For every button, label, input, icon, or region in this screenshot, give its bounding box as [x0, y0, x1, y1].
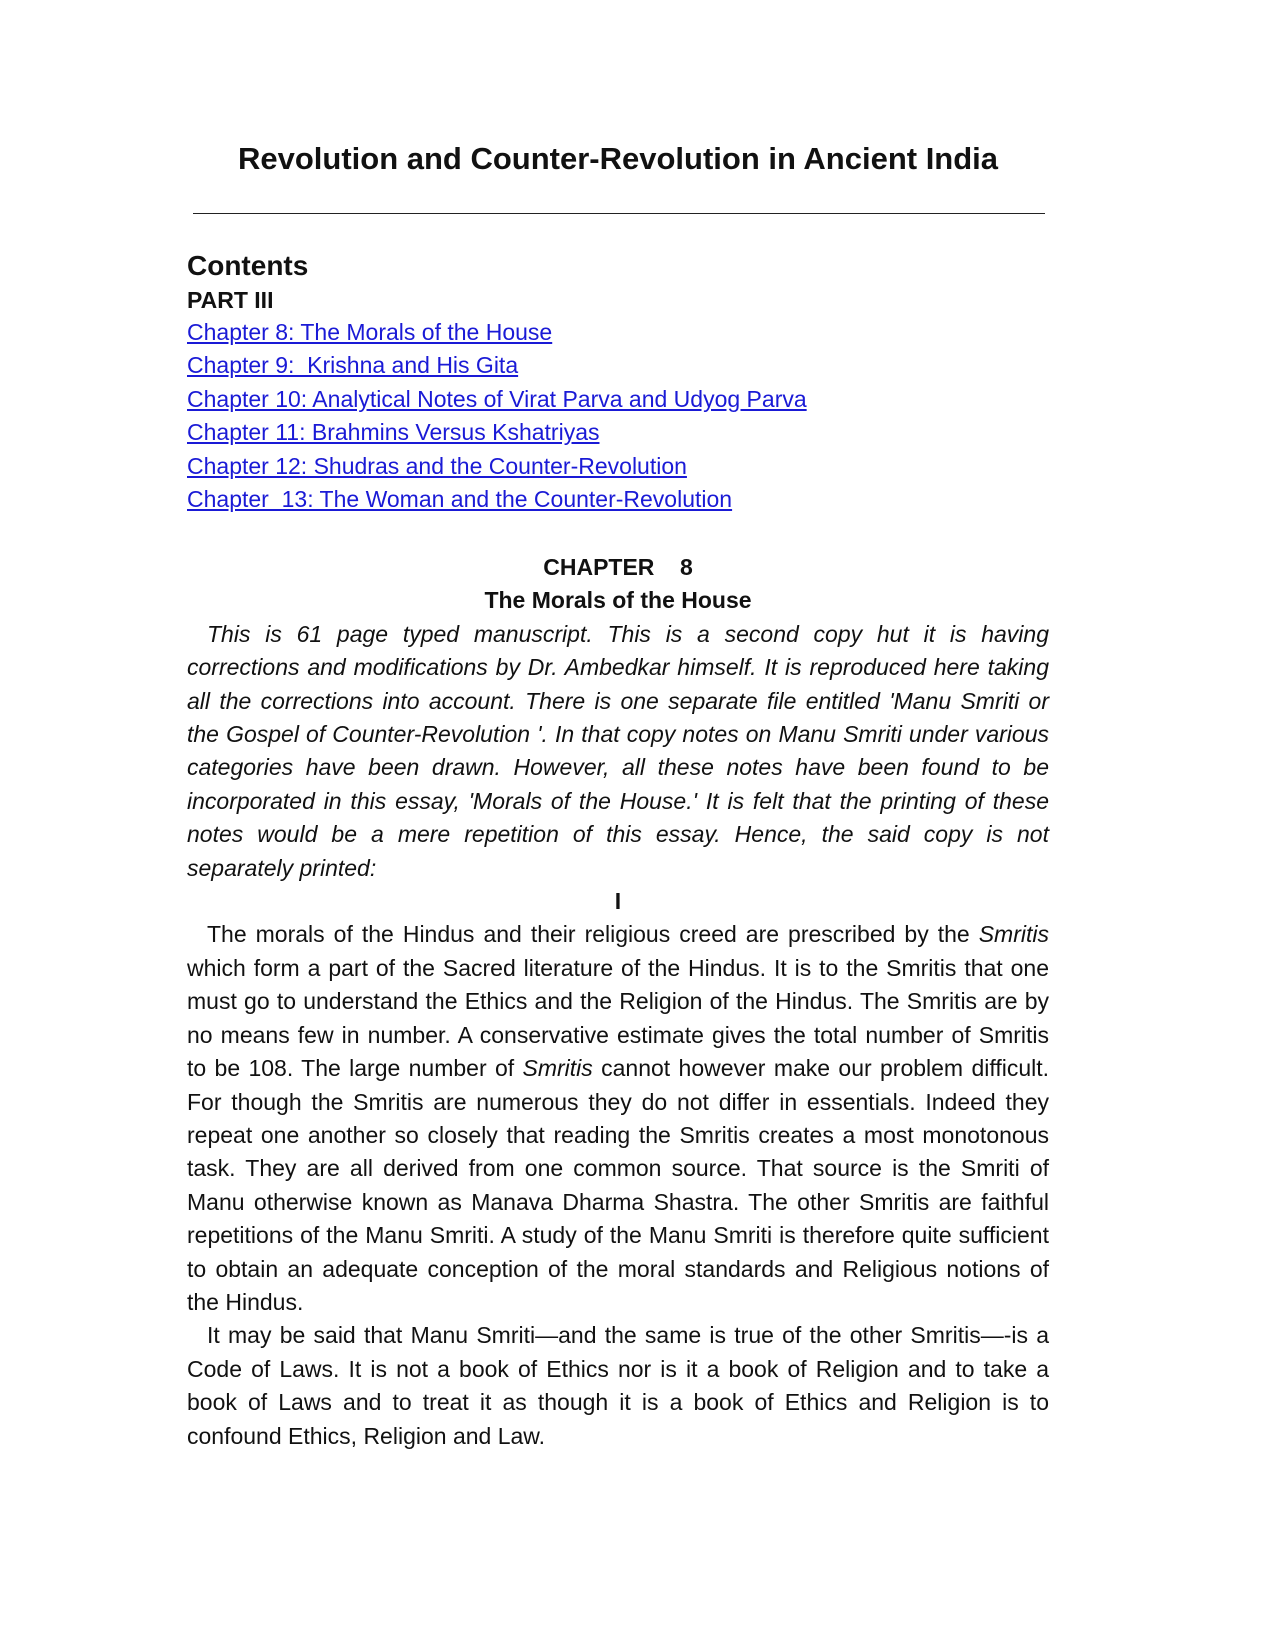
body-paragraph: It may be said that Manu Smriti—and the same is true of the other Smritis—-is a Code of Laws. It is not a book of Ethics nor is it a book of Religion and to take a book of Laws and to treat it as though it is a book of Ethics and Religion is to confound Ethics, Religion and Law.	[187, 1322, 1049, 1449]
italic-term: Smritis	[978, 921, 1049, 948]
text-run: which form a part of the Sacred literature of the Hindus. It is to the Smritis that one must go to understand the Ethics and the Religion of the Hindus. The Smritis are by no means few in number. A conservative estimate gives the total number of Smritis to be 108. The large number of	[187, 954, 1049, 1082]
toc-link-chapter-13[interactable]: Chapter 13: The Woman and the Counter-Revolution	[187, 486, 733, 513]
section-numeral: I	[614, 888, 622, 915]
toc-list	[187, 316, 1049, 516]
italic-term: Smritis	[522, 1055, 593, 1082]
text-run: cannot however make our problem difficult. For though the Smritis are numerous they do not differ in essentials. Indeed they repeat one another so closely that reading the Smritis creates a most monotonous task. They are all derived from one common source. That source is the Smriti of Manu otherwise known as Manava Dharma Shastra. The other Smritis are faithful repetitions of the Manu Smriti. A study of the Manu Smriti is therefore quite sufficient to obtain an adequate conception of the moral standards and Religious notions of the Hindus.	[187, 1055, 1049, 1315]
toc-item	[187, 316, 1049, 349]
text-run: The morals of the Hindus and their religious creed are prescribed by the	[207, 921, 979, 948]
toc-link-chapter-11[interactable]: Chapter 11: Brahmins Versus Kshatriyas	[187, 419, 600, 446]
table-of-contents	[187, 248, 1049, 516]
toc-link-chapter-12[interactable]: Chapter 12: Shudras and the Counter-Revolution	[187, 452, 687, 479]
chapter-section	[187, 551, 1049, 1453]
toc-link-chapter-8[interactable]: Chapter 8: The Morals of the House	[187, 319, 553, 345]
body-paragraph	[187, 918, 1049, 1319]
toc-item	[187, 450, 1049, 483]
editor-note: This is 61 page typed manuscript. This is a second copy hut it is having corrections and modifications by Dr. Ambedkar himself. It is reproduced here taking all the corrections into account. There is one separate file entitled 'Manu Smriti or the Gospel of Counter-Revolution '. In that copy notes on Manu Smriti under various categories have been drawn. However, all these notes have been found to be incorporated in this essay, 'Morals of the House.' It is felt that the printing of these notes would be a mere repetition of this essay. Hence, the said copy is not separately printed:	[187, 620, 1049, 881]
part-heading: PART III	[187, 287, 274, 313]
chapter-title: The Morals of the House	[484, 587, 752, 614]
toc-item	[187, 416, 1049, 449]
chapter-number: CHAPTER 8	[543, 554, 693, 580]
title-divider	[193, 213, 1045, 214]
toc-item	[187, 349, 1049, 382]
contents-heading: Contents	[187, 250, 309, 281]
toc-item	[187, 483, 1049, 516]
toc-link-chapter-9[interactable]: Chapter 9: Krishna and His Gita	[187, 352, 519, 379]
toc-item	[187, 383, 1049, 416]
toc-link-chapter-10[interactable]: Chapter 10: Analytical Notes of Virat Parva and Udyog Parva	[187, 385, 807, 412]
book-title: Revolution and Counter-Revolution in Ancient India	[237, 141, 999, 176]
